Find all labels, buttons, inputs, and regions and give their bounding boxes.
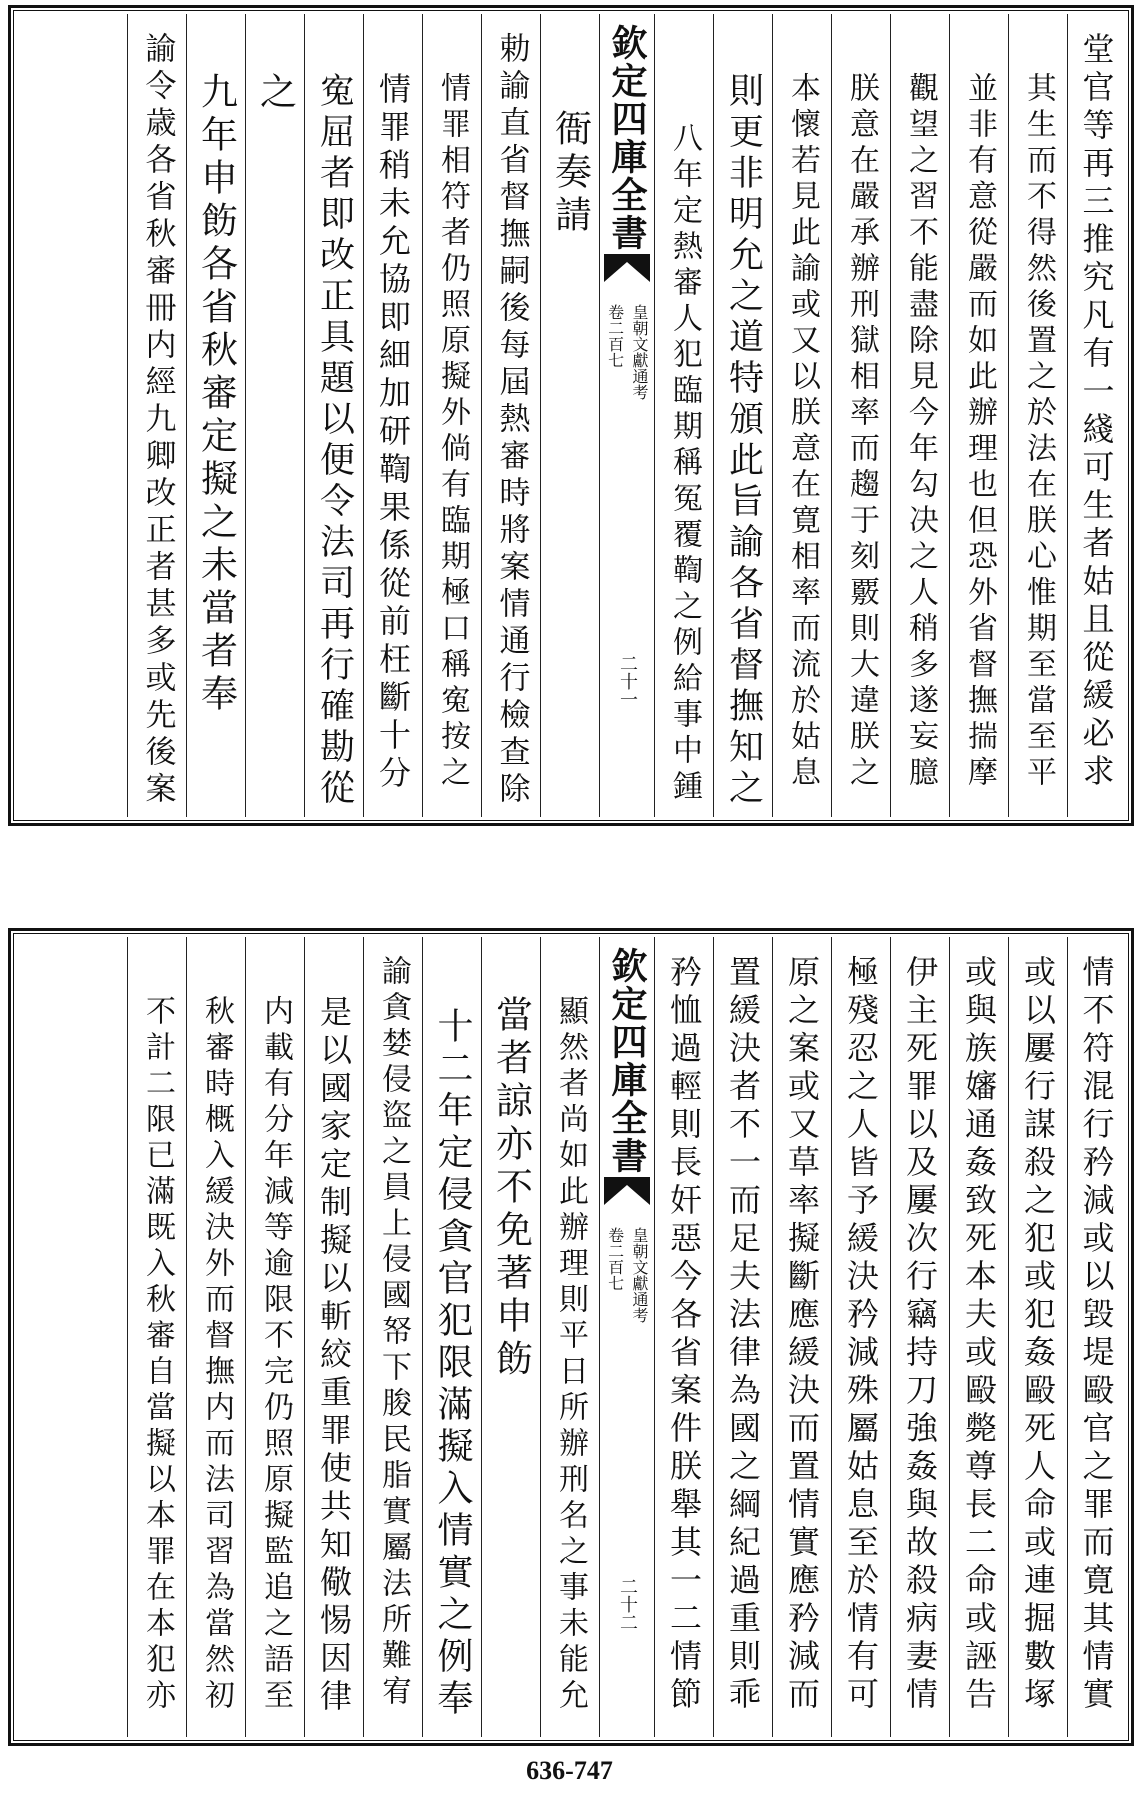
column-text: 朕意在嚴承辦刑獄相率而趨于刻覈則大違朕之: [844, 72, 879, 792]
text-column: [422, 937, 481, 1737]
column-text: 寃屈者即改正具題以便令法司再行確勘從: [314, 72, 355, 810]
column-text: 之: [253, 72, 297, 115]
column-text: 伊主死罪以及屢次行竊持刀強姦與故殺病妻情: [901, 955, 939, 1715]
text-column: [1008, 14, 1067, 817]
text-column: [304, 937, 363, 1737]
page-number: 二十一: [617, 654, 638, 708]
column-text: 觀望之習不能盡除見今年勾决之人稍多遂妄臆: [903, 72, 938, 792]
text-column: [245, 14, 304, 817]
text-column: [831, 937, 890, 1737]
text-column: [890, 937, 949, 1737]
column-text: 情罪稍未允協即細加研鞫果係從前枉斷十分: [374, 72, 412, 794]
text-column: [831, 14, 890, 817]
bottom-page: [8, 928, 1134, 1746]
text-column: [540, 937, 599, 1737]
column-text: 本懷若見此諭或又以朕意在寛相率而流於姑息: [785, 72, 820, 792]
text-column: [1008, 937, 1067, 1737]
bottom-page-columns: [17, 937, 1125, 1737]
column-text: 當者諒亦不免著申飭: [489, 995, 533, 1382]
column-text: 或以屢行謀殺之犯或犯姦毆死人命或連掘數塚: [1019, 955, 1057, 1715]
book-title: 欽定四庫全書: [606, 24, 648, 252]
source-title: 皇朝文獻通考: [630, 1227, 649, 1323]
source-title: 皇朝文獻通考: [630, 304, 649, 400]
text-column: [890, 14, 949, 817]
text-column: [422, 14, 481, 817]
text-column: [654, 14, 713, 817]
text-column: [186, 937, 245, 1737]
column-text: 情不符混行矜減或以毀堤毆官之罪而寛其情實: [1077, 955, 1116, 1715]
fish-tail-icon: [604, 254, 650, 282]
column-text: 諭令歳各省秋審冊内經九卿改正者甚多或先後案: [139, 32, 176, 809]
text-column: [186, 14, 245, 817]
column-text: 九年申飭各省秋審定擬之未當者奉: [194, 72, 238, 717]
column-text: 内載有分年減等逾限不完仍照原擬監追之語至: [258, 995, 293, 1715]
column-text: 則更非明允之道特頒此旨諭各省督撫知之: [723, 72, 764, 810]
column-text: 諭貪婪侵盜之員上侵國帑下朘民脂實屬法所難宥: [376, 955, 411, 1711]
column-text: 置緩決者不一而足夫法律為國之綱紀過重則乖: [724, 955, 762, 1715]
text-column: [1067, 937, 1125, 1737]
text-column: [481, 14, 540, 817]
text-column: [304, 14, 363, 817]
page-number: 二十二: [617, 1577, 638, 1631]
fold-center-header: [599, 937, 654, 1737]
column-text: 情罪相符者仍照原擬外倘有臨期極口稱寃按之: [435, 72, 470, 792]
text-column: [127, 14, 186, 817]
column-text: 衙奏請: [548, 109, 592, 238]
volume-label: 卷二百七: [605, 304, 625, 368]
text-column: [949, 14, 1008, 817]
column-text: 其生而不得然後置之於法在朕心惟期至當至平: [1021, 72, 1056, 792]
top-page-columns: [17, 14, 1125, 817]
text-column: [654, 937, 713, 1737]
text-column: [949, 937, 1008, 1737]
text-column: [363, 14, 422, 817]
book-title: 欽定四庫全書: [606, 947, 648, 1175]
top-page: [8, 5, 1134, 826]
column-text: 勅諭直省督撫嗣後每屆熱審時將案情通行檢查除: [493, 32, 530, 809]
column-text: 極殘忍之人皆予緩決矜減殊屬姑息至於情有可: [842, 955, 880, 1715]
text-column: [772, 937, 831, 1737]
text-column: [713, 937, 772, 1737]
text-column: [363, 937, 422, 1737]
column-text: 堂官等再三推究凡有一綫可生者姑且從緩必求: [1077, 32, 1116, 792]
column-text: 矜恤過輕則長奸惡今各省案件朕舉其一二情節: [665, 955, 703, 1715]
text-column: [481, 937, 540, 1737]
text-column: [127, 937, 186, 1737]
text-column: [540, 14, 599, 817]
text-column: [245, 937, 304, 1737]
page-reference: 636-747: [526, 1756, 613, 1785]
column-text: 或與族嬸通姦致死本夫或毆斃尊長二命或誣告: [960, 955, 998, 1715]
fold-center-header: [599, 14, 654, 817]
column-text: 顯然者尚如此辦理則平日所辦刑名之事未能允: [553, 995, 588, 1715]
column-text: 並非有意從嚴而如此辦理也但恐外省督撫揣摩: [962, 72, 997, 792]
text-column: [713, 14, 772, 817]
text-column: [1067, 14, 1125, 817]
column-text: 八年定熱審人犯臨期稱冤覆鞫之例給事中鍾: [667, 122, 702, 806]
column-text: 十二年定侵貪官犯限滿擬入情實之例奉: [432, 1007, 473, 1721]
column-text: 不計二限已滿既入秋審自當擬以本罪在本犯亦: [140, 995, 175, 1715]
fish-tail-icon: [604, 1177, 650, 1205]
column-text: 秋審時概入緩決外而督撫内而法司習為當然初: [199, 995, 234, 1715]
text-column: [772, 14, 831, 817]
column-text: 原之案或又草率擬斷應緩決而置情實應矜減而: [783, 955, 821, 1715]
volume-label: 卷二百七: [605, 1227, 625, 1291]
column-text: 是以國家定制擬以斬絞重罪使共知儆惕因律: [315, 995, 353, 1717]
